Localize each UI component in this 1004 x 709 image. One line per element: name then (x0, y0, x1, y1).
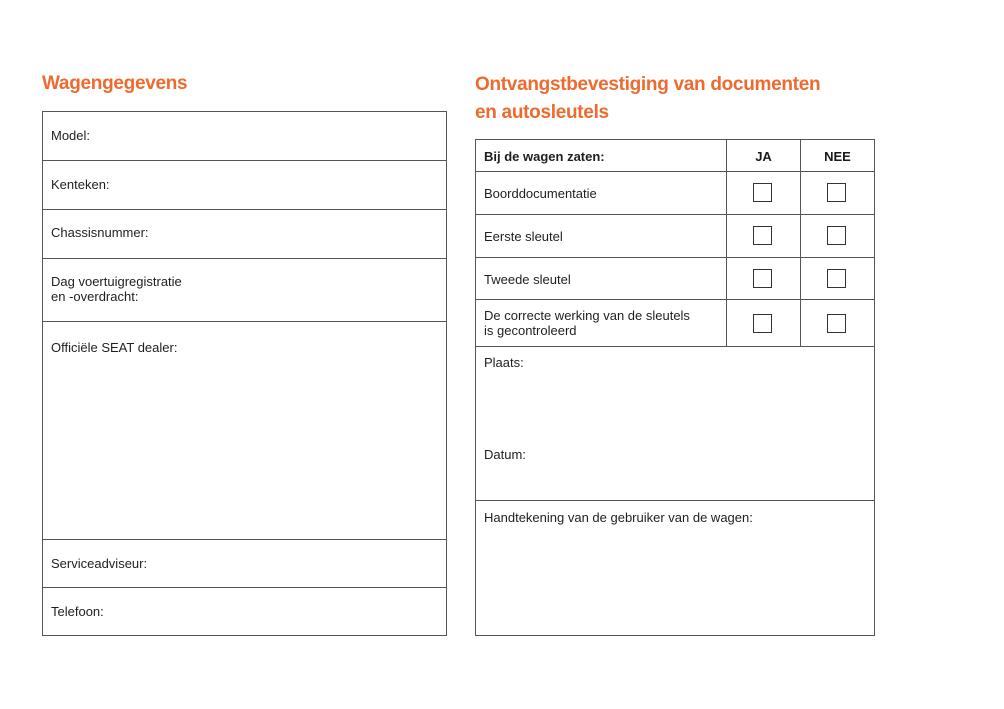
field-label-date: Datum: (484, 447, 526, 462)
checklist-header-row (476, 140, 874, 172)
field-phone[interactable] (43, 588, 446, 635)
column-header-no: NEE (824, 149, 851, 164)
field-label-signature: Handtekening van de gebruiker van de wagen: (484, 510, 753, 525)
field-label: Serviceadviseur: (51, 556, 148, 571)
field-registration-date[interactable] (43, 259, 446, 322)
field-label: Dag voertuigregistratie en -overdracht: (51, 274, 182, 304)
field-official-dealer[interactable] (43, 322, 446, 540)
checkbox-yes[interactable] (753, 269, 772, 288)
checklist-header-label: Bij de wagen zaten: (484, 149, 605, 164)
field-label-place: Plaats: (484, 355, 524, 370)
checklist-row-label: Tweede sleutel (484, 272, 571, 287)
field-model[interactable] (43, 112, 446, 161)
checkbox-yes[interactable] (753, 226, 772, 245)
field-label: Officiële SEAT dealer: (51, 340, 178, 355)
receipt-form (475, 139, 875, 636)
checklist-row-label: De correcte werking van de sleutels is gecontroleerd (484, 308, 690, 338)
checkbox-no[interactable] (827, 226, 846, 245)
field-license-plate[interactable] (43, 161, 446, 210)
checklist-row-label: Eerste sleutel (484, 229, 563, 244)
column-header-yes: JA (755, 149, 772, 164)
checklist-row-label: Boorddocumentatie (484, 186, 597, 201)
checkbox-no[interactable] (827, 183, 846, 202)
receipt-title-line1: Ontvangstbevestiging van documenten (475, 74, 821, 95)
checkbox-yes[interactable] (753, 314, 772, 333)
checkbox-no[interactable] (827, 269, 846, 288)
checklist-row-second-key (476, 258, 874, 300)
checkbox-no[interactable] (827, 314, 846, 333)
field-label: Kenteken: (51, 177, 110, 192)
checkbox-yes[interactable] (753, 183, 772, 202)
vehicle-data-form (42, 111, 447, 636)
field-signature[interactable] (476, 501, 874, 635)
checklist-row-keys-checked (476, 300, 874, 347)
vehicle-data-title: Wagengegevens (42, 73, 188, 94)
field-place-date[interactable] (476, 347, 874, 501)
checklist-row-onboard-documentation (476, 172, 874, 215)
checklist-row-first-key (476, 215, 874, 258)
field-label: Telefoon: (51, 604, 104, 619)
receipt-title-line2: en autosleutels (475, 102, 609, 123)
field-service-advisor[interactable] (43, 540, 446, 588)
field-chassis-number[interactable] (43, 210, 446, 259)
field-label: Chassisnummer: (51, 225, 149, 240)
field-label: Model: (51, 128, 91, 143)
